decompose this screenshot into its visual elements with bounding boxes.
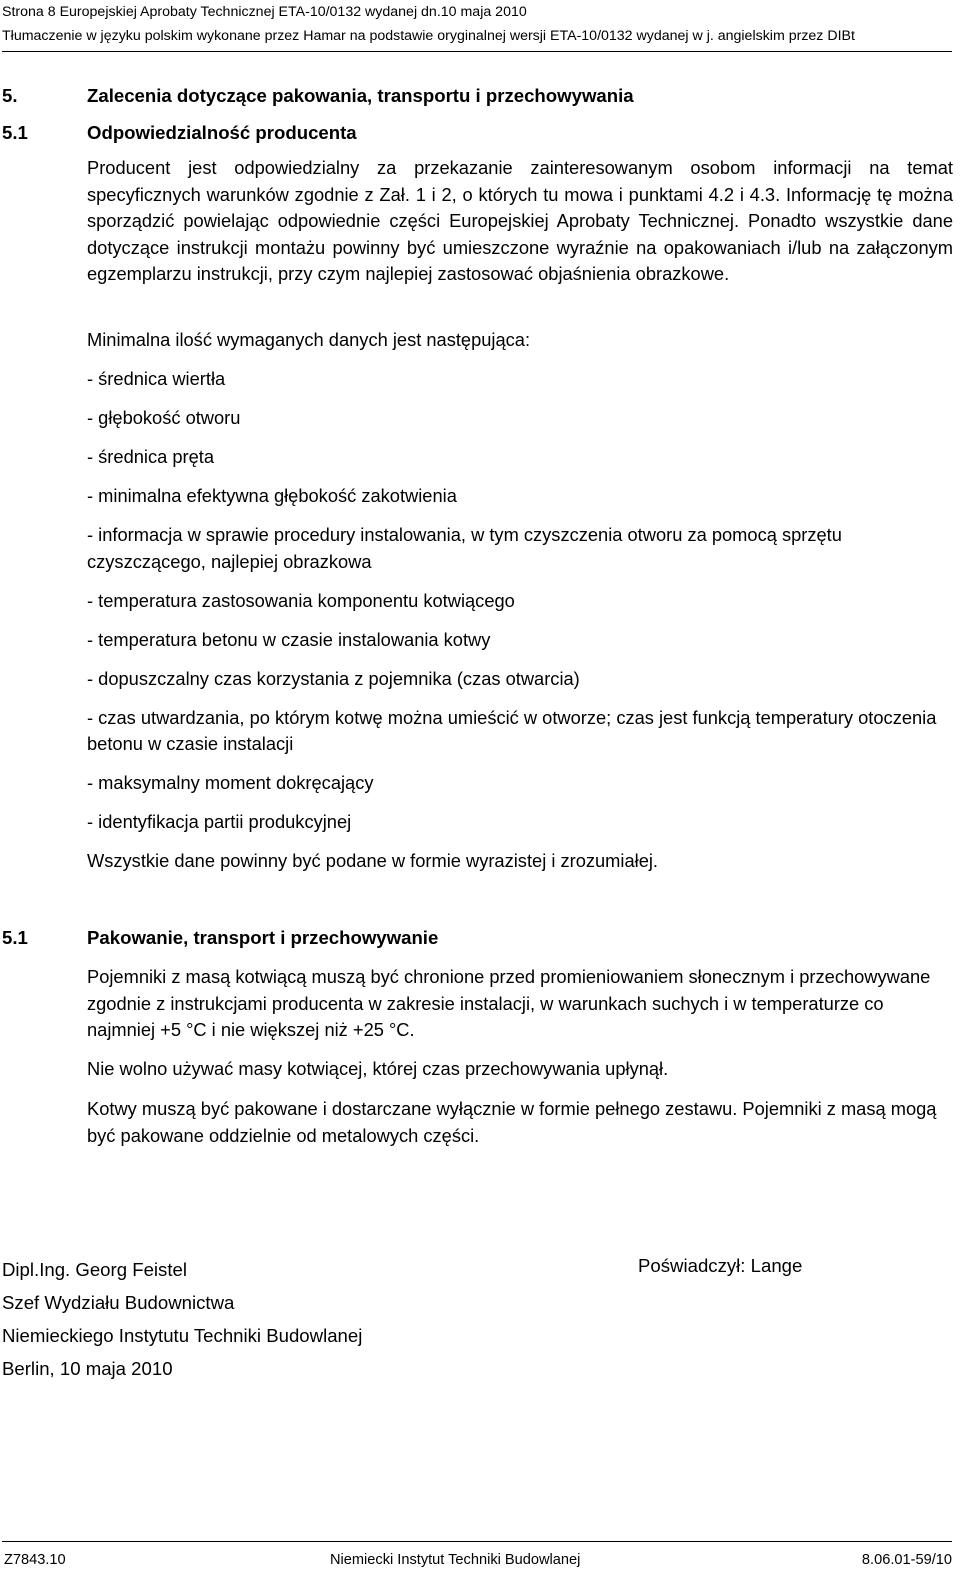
header-line-2: Tłumaczenie w języku polskim wykonane przez Hamar na podstawie oryginalnej wersji ETA-10/0132 wydanej w j. angielskim przez DIBt: [2, 24, 952, 52]
list-item: - czas utwardzania, po którym kotwę można umieścić w otworze; czas jest funkcją temperatury otoczenia betonu w czasie instalacji: [87, 706, 937, 754]
section-number: 5.1: [2, 927, 28, 948]
list-item: - dopuszczalny czas korzystania z pojemnika (czas otwarcia): [87, 667, 580, 689]
header-line-1: Strona 8 Europejskiej Aprobaty Technicznej ETA-10/0132 wydanej dn.10 maja 2010: [2, 4, 527, 20]
signatory-role: Szef Wydziału Budownictwa: [2, 1292, 235, 1313]
signature-block: [2, 1253, 362, 1385]
footer-institute: Niemiecki Instytut Techniki Budowlanej: [330, 1552, 581, 1568]
certified-by: Poświadczył: Lange: [638, 1255, 803, 1276]
signatory-institute: Niemieckiego Instytutu Techniki Budowlanej: [2, 1325, 363, 1346]
responsibility-paragraph: Producent jest odpowiedzialny za przekazanie zainteresowanym osobom informacji na temat specyficznych warunków zgodnie z Zał. 1 i 2, o których tu mowa i punktami 4.2 i 4.3. Informację tę można sporządzić powielając odpowiednie części Europejskiej Aprobaty Technicznej. Ponadto wszystkie dane dotyczące instrukcji montażu powinny być umieszczone wyraźnie na opakowaniach i/lub na załączonym egzemplarzu instrukcji, przy czym najlepiej zastosować objaśnienia obrazkowe.: [87, 157, 953, 284]
page-footer: [2, 1541, 952, 1572]
list-item: - maksymalny moment dokręcający: [87, 772, 374, 793]
page-header: [2, 0, 952, 52]
section-title: Pakowanie, transport i przechowywanie: [87, 927, 439, 948]
storage-paragraph: Pojemniki z masą kotwiącą muszą być chronione przed promieniowaniem słonecznym i przechowywane zgodnie z instrukcjami producenta w zakresie instalacji, w warunkach suchych i w temperaturze co najmniej +5 °C i nie większej niż +25 °C.: [87, 966, 931, 1040]
list-item: - minimalna efektywna głębokość zakotwienia: [87, 485, 457, 506]
packaging-paragraph: Kotwy muszą być pakowane i dostarczane wyłącznie w formie pełnego zestawu. Pojemniki z masą mogą być pakowane oddzielnie od metalowych części.: [87, 1098, 937, 1146]
section-title: Odpowiedzialność producenta: [87, 122, 357, 143]
list-item: - głębokość otworu: [87, 407, 241, 428]
footer-document-code: Z7843.10: [4, 1552, 66, 1568]
required-data-list: [87, 327, 953, 887]
section-number: 5.: [2, 85, 18, 106]
list-item: - temperatura betonu w czasie instalowania kotwy: [87, 628, 491, 650]
list-intro: Minimalna ilość wymaganych danych jest następująca:: [87, 329, 531, 350]
list-item: - informacja w sprawie procedury instalowania, w tym czyszczenia otworu za pomocą sprzętu czyszczącego, najlepiej obrazkowa: [87, 524, 842, 572]
section-title: Zalecenia dotyczące pakowania, transportu i przechowywania: [87, 85, 634, 106]
list-item: - temperatura zastosowania komponentu kotwiącego: [87, 589, 515, 611]
section-number: 5.1: [2, 122, 28, 143]
closing-sentence: Wszystkie dane powinny być podane w formie wyrazistej i zrozumiałej.: [87, 850, 659, 871]
list-item: - średnica pręta: [87, 446, 215, 467]
footer-reference: 8.06.01-59/10: [861, 1552, 952, 1568]
list-item: - średnica wiertła: [87, 368, 226, 389]
signature-place-date: Berlin, 10 maja 2010: [2, 1358, 173, 1379]
list-item: - identyfikacja partii produkcyjnej: [87, 811, 352, 832]
signatory-name: Dipl.Ing. Georg Feistel: [2, 1259, 187, 1280]
expiry-paragraph: Nie wolno używać masy kotwiącej, której czas przechowywania upłynął.: [87, 1058, 669, 1079]
